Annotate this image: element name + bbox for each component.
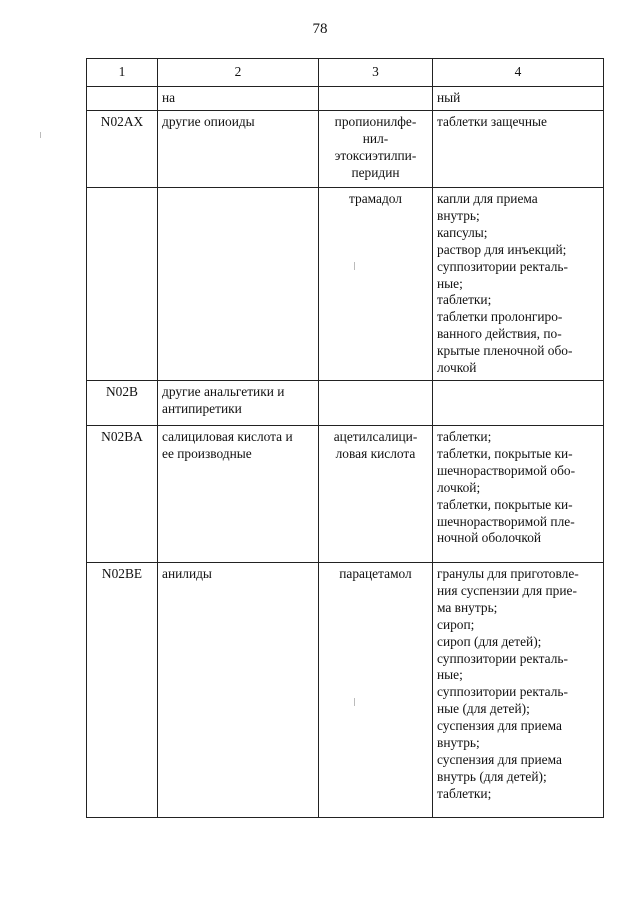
drug-table (86, 58, 604, 818)
anatomical-group-cell (158, 562, 319, 817)
cell-line: лочкой (437, 360, 477, 376)
table-header-row (87, 59, 604, 87)
drug-name-cell (319, 111, 433, 188)
cell-line: этоксиэтилпи- (334, 147, 417, 163)
cell-line: перидин (351, 164, 400, 180)
cell-line: другие опиоиды (162, 114, 255, 129)
dosage-forms-cell (433, 188, 604, 381)
table-row (87, 87, 604, 111)
cell-line: ночной оболочкой (437, 530, 542, 546)
cell-line: таблетки защечные (437, 114, 547, 129)
cell-line: ный (437, 90, 461, 105)
cell-line: ные; (437, 667, 463, 683)
table-row (87, 425, 604, 562)
dosage-forms-cell (433, 111, 604, 188)
cell-line: крытые пленочной обо- (437, 343, 573, 359)
cell-line: таблетки; (437, 292, 492, 308)
cell-line: раствор для инъекций; (437, 241, 567, 257)
cell-line: ловая кислота (335, 445, 416, 461)
cell-line: суппозитории ректаль- (437, 650, 568, 666)
cell-line: анилиды (162, 565, 212, 581)
cell-line: лочкой; (437, 479, 481, 495)
cell-line: пропионилфе- (334, 114, 417, 129)
cell-line: таблетки; (437, 428, 492, 444)
atc-code-cell: N02BA (87, 425, 158, 562)
anatomical-group-cell (158, 111, 319, 188)
cell-line: ванного действия, по- (437, 326, 562, 342)
dosage-forms-cell (433, 425, 604, 562)
cell-line: ацетилсалици- (333, 428, 418, 444)
drug-name-cell (319, 425, 433, 562)
cell-line: внутрь; (437, 207, 480, 223)
drug-name-cell (319, 380, 433, 425)
cell-line: трамадол (349, 191, 402, 206)
scan-mark (354, 262, 355, 270)
cell-line: парацетамол (339, 565, 412, 581)
atc-code-cell (87, 188, 158, 381)
cell-line: на (162, 90, 176, 105)
anatomical-group-cell (158, 425, 319, 562)
cell-line: таблетки; (437, 785, 492, 801)
cell-line: шечнорастворимой обо- (437, 462, 576, 478)
dosage-forms-cell (433, 562, 604, 817)
cell-line: сироп; (437, 616, 475, 632)
anatomical-group-cell (158, 380, 319, 425)
cell-line: таблетки, покрытые ки- (437, 445, 573, 461)
table-row (87, 562, 604, 817)
drug-name-cell (319, 87, 433, 111)
table-row (87, 188, 604, 381)
cell-line: капли для приема (437, 191, 538, 206)
cell-line: внутрь; (437, 735, 480, 751)
atc-code-cell (87, 87, 158, 111)
cell-line: ные (для детей); (437, 701, 530, 717)
scan-mark (40, 132, 41, 138)
anatomical-group-cell (158, 188, 319, 381)
column-header: 1 (87, 59, 158, 87)
cell-line: суспензия для приема (437, 751, 562, 767)
atc-code-cell: N02BE (87, 562, 158, 817)
cell-line: сироп (для детей); (437, 633, 542, 649)
cell-line: антипиретики (162, 400, 242, 416)
cell-line: таблетки, покрытые ки- (437, 496, 573, 512)
cell-line: ма внутрь; (437, 599, 498, 615)
cell-line: капсулы; (437, 224, 488, 240)
cell-line: другие анальгетики и (162, 383, 285, 399)
cell-line: ные; (437, 275, 463, 291)
anatomical-group-cell (158, 87, 319, 111)
cell-line: ния суспензии для прие- (437, 582, 577, 598)
table-row (87, 380, 604, 425)
atc-code-cell: N02B (87, 380, 158, 425)
cell-line: нил- (362, 130, 389, 146)
page-number: 78 (312, 21, 328, 37)
column-header: 2 (158, 59, 319, 87)
cell-line: гранулы для приготовле- (437, 565, 579, 581)
cell-line: шечнорастворимой пле- (437, 513, 575, 529)
cell-line: внутрь (для детей); (437, 768, 547, 784)
scan-mark (354, 698, 355, 706)
table-row (87, 111, 604, 188)
cell-line: таблетки пролонгиро- (437, 309, 563, 325)
cell-line: суспензия для приема (437, 718, 562, 734)
column-header: 4 (433, 59, 604, 87)
dosage-forms-cell (433, 380, 604, 425)
drug-name-cell (319, 562, 433, 817)
cell-line: ее производные (162, 445, 252, 461)
drug-name-cell (319, 188, 433, 381)
cell-line: салициловая кислота и (162, 428, 293, 444)
column-header: 3 (319, 59, 433, 87)
cell-line: суппозитории ректаль- (437, 258, 568, 274)
atc-code-cell: N02AX (87, 111, 158, 188)
cell-line: суппозитории ректаль- (437, 684, 568, 700)
dosage-forms-cell (433, 87, 604, 111)
